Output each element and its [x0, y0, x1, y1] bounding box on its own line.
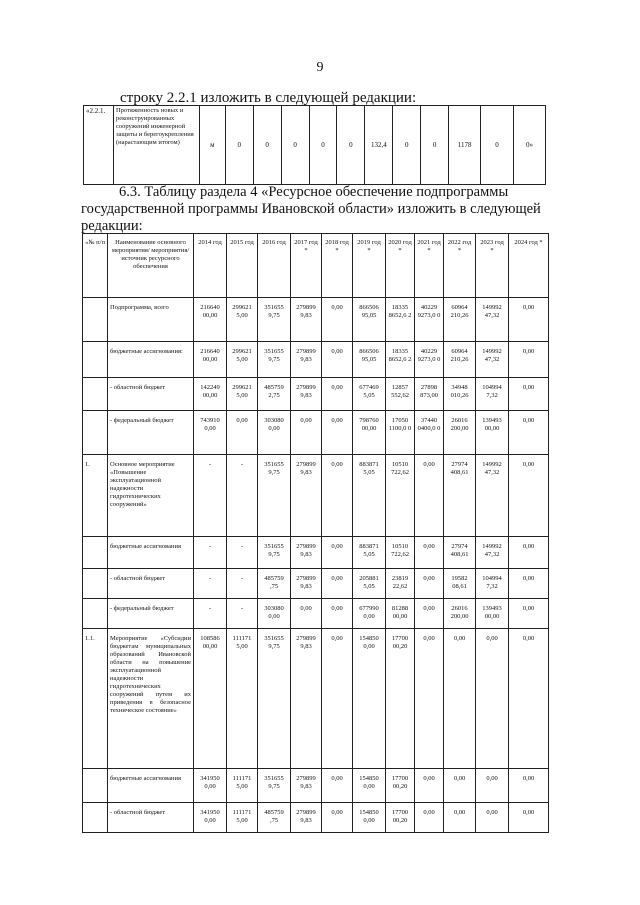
row-value: 883871 5,05	[353, 455, 386, 537]
row-name: - областной бюджет	[108, 378, 194, 411]
row-name: Основное мероприятие «Повышение эксплуатационной надежности гидротехнических сооружений»	[108, 455, 194, 537]
header-year: 2014 год	[194, 234, 227, 298]
row-number	[83, 769, 108, 803]
resource-table	[82, 233, 549, 833]
row-value: 26016 200,00	[444, 411, 476, 455]
row-number	[83, 411, 108, 455]
row-value: 0,00	[476, 769, 509, 803]
row-number	[83, 803, 108, 833]
row-value: 111171 5,00	[227, 629, 258, 769]
row-value: 154850 0,00	[353, 803, 386, 833]
row-value: 0,00	[322, 537, 353, 569]
row-number	[83, 537, 108, 569]
row-value: 279899 9,83	[291, 629, 322, 769]
row-value: 279899 9,83	[291, 455, 322, 537]
row-value: -	[194, 455, 227, 537]
row-value: 27974 408,61	[444, 455, 476, 537]
row-number: 1.1.	[83, 629, 108, 769]
row-value: 26016 200,00	[444, 599, 476, 629]
row-value: 17700 00,20	[386, 629, 415, 769]
row-value: -	[194, 599, 227, 629]
row-value: 27974 408,61	[444, 537, 476, 569]
header-num: «№ п/п	[83, 234, 108, 298]
row-value: 17700 00,20	[386, 769, 415, 803]
row-value: 0,00	[322, 599, 353, 629]
row-value: 299621 5,00	[227, 298, 258, 342]
row-value: -	[194, 569, 227, 599]
row-value: 485759 2,75	[258, 378, 291, 411]
row-value: 0,00	[322, 569, 353, 599]
row-value: 351655 9,75	[258, 629, 291, 769]
indicator-value: 0	[225, 106, 253, 185]
row-name: бюджетные ассигнования	[108, 537, 194, 569]
row-value: 10510 722,62	[386, 537, 415, 569]
page-number: 9	[316, 60, 324, 75]
row-value: 205881 5,05	[353, 569, 386, 599]
row-value: 60964 210,26	[444, 342, 476, 378]
row-value: 0,00	[291, 411, 322, 455]
row-value: 0,00	[322, 769, 353, 803]
row-name: Мероприятие «Субсидии бюджетам муниципальных образований Ивановской области на повышение эксплуатационной надежности гидротехнических сооружений путем их приведения в безопасное техническое состояние»	[108, 629, 194, 769]
row-value: 149992 47,32	[476, 342, 509, 378]
row-value: 279899 9,83	[291, 378, 322, 411]
row-value: 0,00	[509, 803, 549, 833]
row-value: 0,00	[415, 537, 444, 569]
row-value: 677990 0,00	[353, 599, 386, 629]
row-value: 0,00	[415, 599, 444, 629]
row-number	[83, 298, 108, 342]
row-value: 299621 5,00	[227, 342, 258, 378]
row-value: 0,00	[476, 803, 509, 833]
row-value: 216640 00,00	[194, 298, 227, 342]
header-year: 2019 год *	[353, 234, 386, 298]
row-value: 81288 00,00	[386, 599, 415, 629]
table-row	[83, 803, 549, 833]
indicator-value: 132,4	[365, 106, 393, 185]
indicator-value: 0	[281, 106, 309, 185]
row-value: 0,00	[509, 537, 549, 569]
row-value: -	[227, 455, 258, 537]
row-value: 279899 9,83	[291, 803, 322, 833]
row-value: 351655 9,75	[258, 298, 291, 342]
row-number: 1.	[83, 455, 108, 537]
indicator-value: 0	[309, 106, 337, 185]
row-value: 866506 95,05	[353, 298, 386, 342]
row-value: 0,00	[322, 629, 353, 769]
row-value: 0,00	[509, 629, 549, 769]
row-value: 40229 9273,0 0	[415, 342, 444, 378]
row-value: 279899 9,83	[291, 537, 322, 569]
row-value: 12857 552,62	[386, 378, 415, 411]
table-row	[83, 537, 549, 569]
row-name: - федеральный бюджет	[108, 599, 194, 629]
row-value: 0,00	[509, 569, 549, 599]
table-row	[83, 569, 549, 599]
row-value: 677469 5,05	[353, 378, 386, 411]
row-value: 154850 0,00	[353, 629, 386, 769]
table-row	[83, 298, 549, 342]
table-row	[83, 342, 549, 378]
row-value: 111171 5,00	[227, 769, 258, 803]
row-value: 0,00	[291, 599, 322, 629]
indicator-value: 0	[393, 106, 421, 185]
row-value: 37440 0400,0 0	[415, 411, 444, 455]
row-value: 104994 7,32	[476, 378, 509, 411]
row-value: 279899 9,83	[291, 298, 322, 342]
row-number	[83, 599, 108, 629]
row-value: -	[194, 537, 227, 569]
heading-row-221: строку 2.2.1 изложить в следующей редакции:	[120, 90, 417, 106]
row-value: 149992 47,32	[476, 298, 509, 342]
row-name: бюджетные ассигнования	[108, 769, 194, 803]
indicator-value: 0»	[513, 106, 545, 185]
row-value: 154850 0,00	[353, 769, 386, 803]
row-value: 142249 00,00	[194, 378, 227, 411]
table-row	[83, 378, 549, 411]
table-row	[83, 629, 549, 769]
row-value: 0,00	[415, 569, 444, 599]
header-year: 2024 год *	[509, 234, 549, 298]
row-value: 0,00	[415, 769, 444, 803]
row-value: 0,00	[227, 411, 258, 455]
table-row	[83, 599, 549, 629]
table-row	[83, 411, 549, 455]
row-value: 351655 9,75	[258, 342, 291, 378]
row-value: 798760 00,00	[353, 411, 386, 455]
row-value: 216640 00,00	[194, 342, 227, 378]
indicator-value: 0	[253, 106, 281, 185]
row-value: 18335 8652,6 2	[386, 298, 415, 342]
row-value: 0,00	[444, 769, 476, 803]
indicator-name: Протяженность новых и реконструированных сооружений инженерной защиты и берегоукрепления (нарастающим итогом)	[113, 106, 199, 185]
table-row	[83, 769, 549, 803]
header-year: 2021 год *	[415, 234, 444, 298]
row-value: 17050 1100,0 0	[386, 411, 415, 455]
row-value: 341950 0,00	[194, 769, 227, 803]
row-value: 10510 722,62	[386, 455, 415, 537]
row-value: 0,00	[322, 455, 353, 537]
row-value: 0,00	[509, 378, 549, 411]
row-value: -	[227, 599, 258, 629]
row-number	[83, 342, 108, 378]
row-value: 0,00	[444, 629, 476, 769]
row-value: 0,00	[509, 342, 549, 378]
row-name: бюджетные ассигнования:	[108, 342, 194, 378]
row-value: 351655 9,75	[258, 769, 291, 803]
row-value: 0,00	[322, 342, 353, 378]
indicator-value: 1178	[449, 106, 481, 185]
row-value: 34948 010,26	[444, 378, 476, 411]
row-value: 341950 0,00	[194, 803, 227, 833]
indicator-table	[83, 105, 546, 185]
row-value: 299621 5,00	[227, 378, 258, 411]
header-year: 2022 год *	[444, 234, 476, 298]
row-value: 743910 0,00	[194, 411, 227, 455]
header-year: 2023 год *	[476, 234, 509, 298]
header-year: 2017 год *	[291, 234, 322, 298]
row-value: 303080 0,00	[258, 411, 291, 455]
paragraph-line: 6.3. Таблицу раздела 4 «Ресурсное обеспечение подпрограммы	[119, 184, 509, 200]
header-year: 2020 год *	[386, 234, 415, 298]
row-name: - областной бюджет	[108, 569, 194, 599]
row-value: 0,00	[444, 803, 476, 833]
row-value: 279899 9,83	[291, 342, 322, 378]
paragraph-line: редакции:	[81, 218, 143, 234]
row-value: 0,00	[509, 769, 549, 803]
row-value: 0,00	[509, 298, 549, 342]
section-paragraph	[81, 184, 551, 235]
indicator-value: 0	[481, 106, 514, 185]
table-row	[83, 455, 549, 537]
row-value: 279899 9,83	[291, 569, 322, 599]
row-name: - областной бюджет	[108, 803, 194, 833]
row-number	[83, 378, 108, 411]
row-value: -	[227, 537, 258, 569]
row-value: 139493 00,00	[476, 411, 509, 455]
row-value: 27898 873,00	[415, 378, 444, 411]
row-value: 149992 47,32	[476, 537, 509, 569]
row-value: 17700 00,20	[386, 803, 415, 833]
row-value: 18335 8652,6 2	[386, 342, 415, 378]
row-value: 485759 ,75	[258, 569, 291, 599]
row-value: 19582 08,61	[444, 569, 476, 599]
row-value: 104994 7,32	[476, 569, 509, 599]
row-value: 60964 210,26	[444, 298, 476, 342]
row-value: 23819 22,62	[386, 569, 415, 599]
row-value: 0,00	[322, 411, 353, 455]
row-value: 149992 47,32	[476, 455, 509, 537]
row-value: 0,00	[476, 629, 509, 769]
row-value: 883871 5,05	[353, 537, 386, 569]
row-name: Подпрограмма, всего	[108, 298, 194, 342]
row-value: 0,00	[415, 803, 444, 833]
row-value: 0,00	[415, 455, 444, 537]
header-year: 2018 год *	[322, 234, 353, 298]
row-name: - федеральный бюджет	[108, 411, 194, 455]
row-value: 108586 00,00	[194, 629, 227, 769]
row-value: 0,00	[509, 599, 549, 629]
header-name: Наименование основного мероприятия/ мероприятия/источник ресурсного обеспечения	[108, 234, 194, 298]
row-value: -	[227, 569, 258, 599]
row-value: 40229 9273,0 0	[415, 298, 444, 342]
header-row	[83, 234, 549, 298]
row-value: 351655 9,75	[258, 537, 291, 569]
indicator-value: 0	[421, 106, 449, 185]
paragraph-line: государственной программы Ивановской области» изложить в следующей	[81, 201, 541, 217]
row-value: 485759 ,75	[258, 803, 291, 833]
row-value: 303080 0,00	[258, 599, 291, 629]
row-value: 0,00	[509, 411, 549, 455]
indicator-row	[84, 106, 546, 185]
indicator-unit: м	[199, 106, 225, 185]
row-value: 866506 95,05	[353, 342, 386, 378]
row-value: 0,00	[322, 803, 353, 833]
row-number	[83, 569, 108, 599]
indicator-value: 0	[337, 106, 365, 185]
row-value: 351655 9,75	[258, 455, 291, 537]
indicator-num: «2.2.1.	[84, 106, 114, 185]
row-value: 0,00	[415, 629, 444, 769]
row-value: 0,00	[322, 298, 353, 342]
row-value: 0,00	[322, 378, 353, 411]
row-value: 0,00	[509, 455, 549, 537]
header-year: 2015 год	[227, 234, 258, 298]
header-year: 2016 год	[258, 234, 291, 298]
row-value: 139493 00,00	[476, 599, 509, 629]
row-value: 279899 9,83	[291, 769, 322, 803]
row-value: 111171 5,00	[227, 803, 258, 833]
